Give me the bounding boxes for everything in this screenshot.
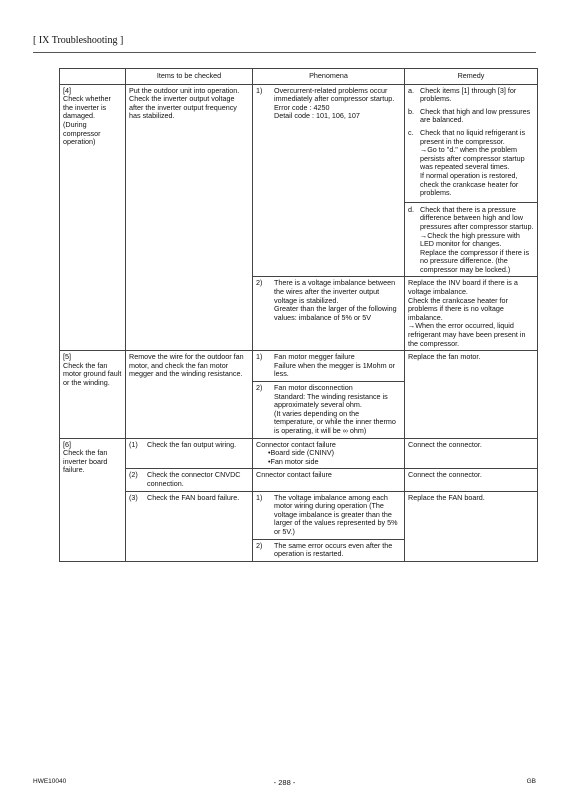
item-letter: d. (408, 204, 414, 214)
item-text: Check the fan output wiring. (147, 439, 237, 449)
remedy-text: Check that high and low pressures are balanced. (420, 106, 531, 125)
header-cell (60, 69, 126, 85)
check-id-cell: [4] Check whether the inverter is damaged. (During compressor operation) (60, 84, 126, 351)
troubleshooting-table (59, 68, 538, 562)
page-number: - 288 - (273, 778, 296, 787)
table-header-row (60, 69, 538, 85)
divider (405, 202, 537, 203)
items-cell: Put the outdoor unit into operation. Check the inverter output voltage after the inverter output frequency has stabilized. (126, 84, 253, 351)
remedy-cell: Replace the INV board if there is a voltage imbalance. Check the crankcase heater for problems if there is no voltage imbalance. →When the error occurred, liquid refrigerant may have been present in the compressor. (405, 277, 538, 351)
item-number: 2) (256, 540, 263, 550)
remedy-cell: Replace the FAN board. (405, 491, 538, 561)
items-cell (126, 491, 253, 561)
remedy-text: Check that there is a pressure difference between high and low pressures after compressor startup. →Check the high pressure with LED monitor for changes. Replace the compressor if there is no pressure difference. (the compressor may be locked.) (420, 204, 534, 274)
phenomena-sub: •Fan motor side (268, 456, 319, 466)
check-id-cell: [6] Check the fan inverter board failure. (60, 438, 126, 561)
phenomena-cell (253, 351, 405, 382)
remedy-cell: Connect the connector. (405, 438, 538, 469)
item-number: 1) (256, 492, 263, 502)
item-text: Check the connector CNVDC connection. (147, 470, 241, 488)
header-cell: Phenomena (253, 69, 405, 85)
remedy-text: Check that no liquid refrigerant is present in the compressor. →Go to "d." when the problem persists after compressor startup was repeated several times. If normal operation is restored, check the crankcase heater for problems. (420, 127, 526, 198)
item-number: 1) (256, 85, 263, 95)
table-row (60, 438, 538, 469)
table-row (60, 351, 538, 382)
phenomena-cell (253, 438, 405, 469)
remedy-cell: Replace the fan motor. (405, 351, 538, 438)
phenomena-cell (253, 382, 405, 439)
item-letter: c. (408, 127, 414, 137)
remedy-cell: Connect the connector. (405, 469, 538, 491)
phenomena-text: The same error occurs even after the operation is restarted. (274, 540, 393, 559)
phenomena-cell (253, 277, 405, 351)
item-number: 2) (256, 278, 263, 288)
phenomena-cell: Cnnector contact failure (253, 469, 405, 491)
table-row (60, 84, 538, 277)
items-cell (126, 438, 253, 469)
item-number: (3) (129, 492, 138, 502)
phenomena-text: Fan motor disconnection Standard: The winding resistance is approximately several ohm. (It varies depending on the temperature, or while the inner thermo is operating, it will be ∞ ohm) (274, 383, 396, 435)
items-cell (126, 469, 253, 491)
table-row (60, 491, 538, 539)
items-cell: Remove the wire for the outdoor fan motor, and check the fan motor megger and the winding resistance. (126, 351, 253, 438)
phenomena-text: There is a voltage imbalance between the wires after the inverter output voltage is stabilized. Greater than the larger of the following values: imbalance of 5% or 5V (274, 278, 397, 322)
header-cell: Remedy (405, 69, 538, 85)
phenomena-text: Overcurrent-related problems occur immediately after compressor startup. Error code : 4250 Detail code : 101, 106, 107 (274, 85, 395, 121)
section-header: [ IX Troubleshooting ] (33, 35, 124, 46)
check-id-cell: [5] Check the fan motor ground fault or the winding. (60, 351, 126, 438)
region-code: GB (526, 778, 536, 785)
item-letter: b. (408, 106, 414, 116)
phenomena-cell (253, 84, 405, 277)
header-cell: Items to be checked (126, 69, 253, 85)
item-number: 2) (256, 383, 263, 392)
item-number: (1) (129, 439, 138, 449)
document-code: HWE10040 (33, 778, 67, 785)
item-number: 1) (256, 352, 263, 362)
phenomena-cell (253, 539, 405, 561)
phenomena-text: Connector contact failure (256, 439, 336, 449)
phenomena-text: Fan motor megger failure Failure when the megger is 1Mohm or less. (274, 352, 396, 379)
remedy-text: Check items [1] through [3] for problems. (420, 85, 517, 104)
item-number: (2) (129, 470, 138, 480)
header-rule (33, 52, 536, 53)
item-letter: a. (408, 85, 414, 95)
phenomena-cell (253, 491, 405, 539)
item-text: Check the FAN board failure. (147, 492, 240, 502)
remedy-cell (405, 84, 538, 277)
phenomena-sub: •Board side (CNINV) (268, 448, 335, 458)
phenomena-text: The voltage imbalance among each motor wiring during operation (The voltage imbalance is greater than the larger of the values represented by 5% or 5V.) (274, 492, 398, 536)
table-row (60, 469, 538, 491)
